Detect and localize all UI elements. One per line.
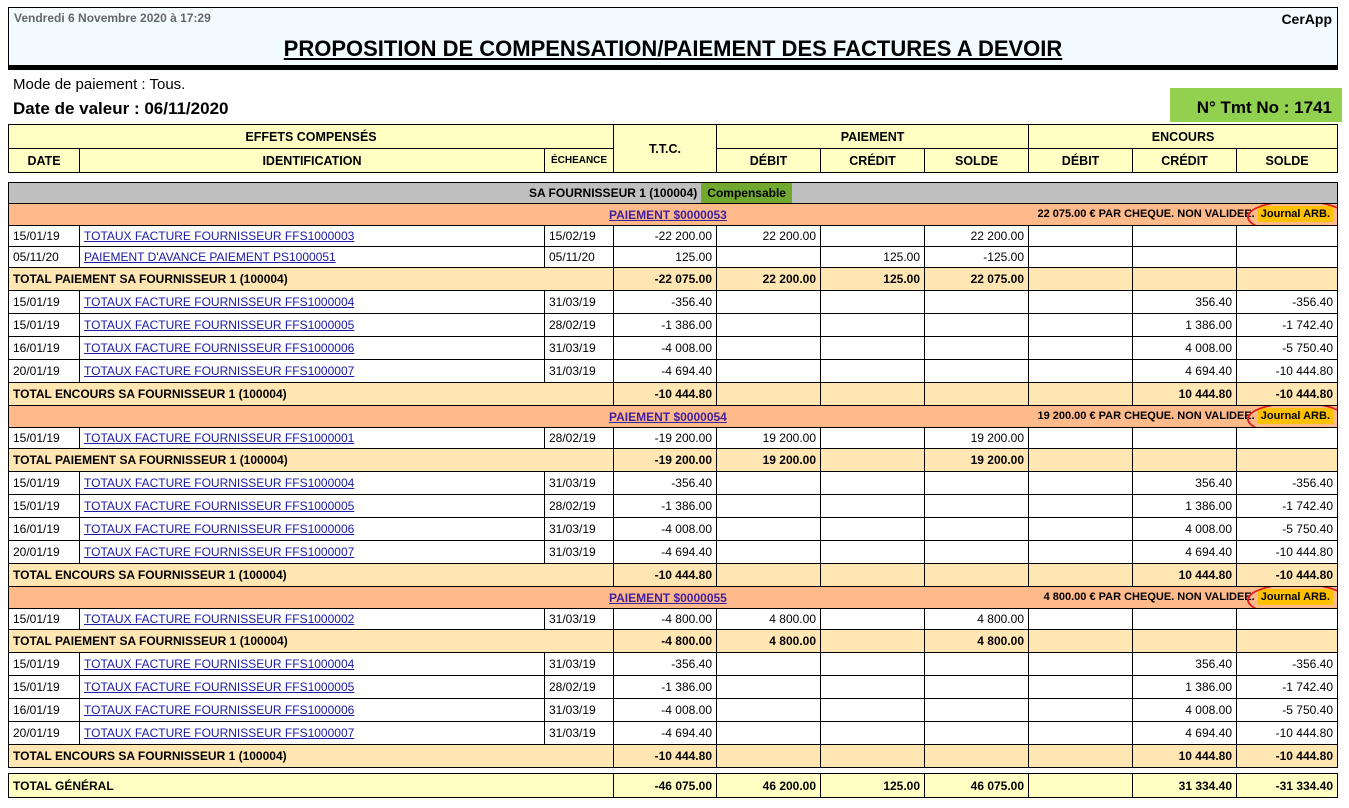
cell-encours-solde: -5 750.40 bbox=[1237, 699, 1338, 722]
cell-encours-credit: 4 008.00 bbox=[1133, 518, 1237, 541]
payment-header-row bbox=[9, 587, 1338, 609]
cell-paiement-solde bbox=[925, 314, 1029, 337]
cell-paiement-debit: 19 200.00 bbox=[717, 449, 821, 472]
cell-encours-credit: 4 694.40 bbox=[1133, 722, 1237, 745]
header-encours-credit: CRÉDIT bbox=[1133, 149, 1237, 173]
cell-identification bbox=[80, 722, 545, 745]
invoice-link[interactable]: TOTAUX FACTURE FOURNISSEUR FFS1000003 bbox=[84, 229, 355, 243]
cell-encours-debit bbox=[1029, 699, 1133, 722]
cell-paiement-debit: 22 200.00 bbox=[717, 226, 821, 247]
cell-encours-debit bbox=[1029, 518, 1133, 541]
cell-encours-solde: -10 444.80 bbox=[1237, 722, 1338, 745]
cell-date: 20/01/19 bbox=[9, 541, 80, 564]
cell-date: 16/01/19 bbox=[9, 699, 80, 722]
cell-encours-debit bbox=[1029, 449, 1133, 472]
cell-ttc: -4 694.40 bbox=[614, 722, 717, 745]
payment-link[interactable]: PAIEMENT $0000055 bbox=[609, 590, 727, 605]
cell-date: 15/01/19 bbox=[9, 428, 80, 449]
cell-paiement-debit bbox=[717, 495, 821, 518]
total-label: TOTAL ENCOURS SA FOURNISSEUR 1 (100004) bbox=[9, 564, 614, 587]
payment-note: 22 075.00 € PAR CHEQUE. NON VALIDEE. Journal ARB. bbox=[1037, 208, 1333, 220]
cell-paiement-credit bbox=[821, 472, 925, 495]
cell-encours-debit bbox=[1029, 314, 1133, 337]
table-row bbox=[9, 722, 1338, 745]
cell-encours-debit bbox=[1029, 541, 1133, 564]
invoice-link[interactable]: TOTAUX FACTURE FOURNISSEUR FFS1000007 bbox=[84, 726, 355, 740]
cell-date: 05/11/20 bbox=[9, 247, 80, 268]
cell-paiement-solde bbox=[925, 495, 1029, 518]
cell-identification bbox=[80, 226, 545, 247]
cell-encours-solde: -356.40 bbox=[1237, 653, 1338, 676]
cell-ttc: -4 008.00 bbox=[614, 699, 717, 722]
cell-encours-solde: -1 742.40 bbox=[1237, 676, 1338, 699]
cell-encours-debit bbox=[1029, 774, 1133, 798]
total-label: TOTAL PAIEMENT SA FOURNISSEUR 1 (100004) bbox=[9, 449, 614, 472]
cell-paiement-solde: 22 200.00 bbox=[925, 226, 1029, 247]
cell-encours-solde: -5 750.40 bbox=[1237, 337, 1338, 360]
invoice-link[interactable]: TOTAUX FACTURE FOURNISSEUR FFS1000007 bbox=[84, 364, 355, 378]
cell-encours-credit bbox=[1133, 268, 1237, 291]
cell-encours-debit bbox=[1029, 609, 1133, 630]
treatment-number: N° Tmt No : 1741 bbox=[1170, 88, 1342, 122]
highlight-ring bbox=[1247, 587, 1338, 609]
cell-echeance: 31/03/19 bbox=[545, 337, 614, 360]
cell-paiement-credit bbox=[821, 337, 925, 360]
cell-encours-debit bbox=[1029, 268, 1133, 291]
table-row bbox=[9, 428, 1338, 449]
cell-encours-solde: -10 444.80 bbox=[1237, 541, 1338, 564]
cell-paiement-solde bbox=[925, 722, 1029, 745]
payment-header-row bbox=[9, 204, 1338, 226]
header-paiement-debit: DÉBIT bbox=[717, 149, 821, 173]
cell-echeance: 31/03/19 bbox=[545, 291, 614, 314]
cell-encours-solde bbox=[1237, 226, 1338, 247]
cell-paiement-credit bbox=[821, 722, 925, 745]
cell-identification bbox=[80, 472, 545, 495]
cell-date: 15/01/19 bbox=[9, 676, 80, 699]
cell-paiement-solde: 22 075.00 bbox=[925, 268, 1029, 291]
cell-paiement-credit bbox=[821, 541, 925, 564]
cell-paiement-solde bbox=[925, 541, 1029, 564]
encours-total-row bbox=[9, 564, 1338, 587]
cell-echeance: 28/02/19 bbox=[545, 428, 614, 449]
report-table bbox=[8, 182, 1338, 768]
cell-date: 15/01/19 bbox=[9, 291, 80, 314]
cell-encours-solde: -10 444.80 bbox=[1237, 383, 1338, 406]
cell-ttc: -10 444.80 bbox=[614, 383, 717, 406]
cell-encours-solde: -1 742.40 bbox=[1237, 495, 1338, 518]
table-row bbox=[9, 609, 1338, 630]
header-effets: EFFETS COMPENSÉS bbox=[9, 125, 614, 149]
cell-ttc: -10 444.80 bbox=[614, 745, 717, 768]
cell-encours-solde: -1 742.40 bbox=[1237, 314, 1338, 337]
cell-encours-solde: -10 444.80 bbox=[1237, 360, 1338, 383]
cell-date: 20/01/19 bbox=[9, 360, 80, 383]
cell-paiement-credit bbox=[821, 495, 925, 518]
invoice-link[interactable]: TOTAUX FACTURE FOURNISSEUR FFS1000002 bbox=[84, 612, 355, 626]
cell-encours-solde: -10 444.80 bbox=[1237, 745, 1338, 768]
cell-paiement-solde bbox=[925, 472, 1029, 495]
cell-identification bbox=[80, 337, 545, 360]
table-row bbox=[9, 337, 1338, 360]
cell-paiement-debit bbox=[717, 699, 821, 722]
table-row bbox=[9, 360, 1338, 383]
cell-encours-credit: 1 386.00 bbox=[1133, 314, 1237, 337]
cell-paiement-debit bbox=[717, 291, 821, 314]
invoice-link[interactable]: TOTAUX FACTURE FOURNISSEUR FFS1000005 bbox=[84, 318, 355, 332]
journal-badge: Journal ARB. bbox=[1258, 408, 1333, 424]
cell-echeance: 31/03/19 bbox=[545, 541, 614, 564]
header-encours-debit: DÉBIT bbox=[1029, 149, 1133, 173]
cell-paiement-debit: 22 200.00 bbox=[717, 268, 821, 291]
cell-ttc: -4 694.40 bbox=[614, 360, 717, 383]
cell-identification bbox=[80, 518, 545, 541]
cell-identification bbox=[80, 360, 545, 383]
cell-encours-credit: 10 444.80 bbox=[1133, 564, 1237, 587]
cell-encours-solde bbox=[1237, 247, 1338, 268]
cell-paiement-solde: 46 075.00 bbox=[925, 774, 1029, 798]
invoice-link[interactable]: TOTAUX FACTURE FOURNISSEUR FFS1000007 bbox=[84, 545, 355, 559]
cell-paiement-solde: 19 200.00 bbox=[925, 449, 1029, 472]
cell-encours-solde bbox=[1237, 609, 1338, 630]
cell-encours-debit bbox=[1029, 745, 1133, 768]
cell-encours-credit: 4 008.00 bbox=[1133, 337, 1237, 360]
cell-identification bbox=[80, 247, 545, 268]
invoice-link[interactable]: TOTAUX FACTURE FOURNISSEUR FFS1000006 bbox=[84, 341, 355, 355]
cell-encours-solde bbox=[1237, 428, 1338, 449]
cell-date: 15/01/19 bbox=[9, 653, 80, 676]
cell-echeance: 28/02/19 bbox=[545, 314, 614, 337]
cell-paiement-credit bbox=[821, 449, 925, 472]
cell-date: 20/01/19 bbox=[9, 722, 80, 745]
cell-paiement-debit bbox=[717, 383, 821, 406]
cell-paiement-credit bbox=[821, 291, 925, 314]
cell-date: 15/01/19 bbox=[9, 472, 80, 495]
cell-paiement-debit bbox=[717, 676, 821, 699]
table-row bbox=[9, 247, 1338, 268]
cell-echeance: 15/02/19 bbox=[545, 226, 614, 247]
cell-paiement-solde bbox=[925, 360, 1029, 383]
cell-paiement-credit: 125.00 bbox=[821, 247, 925, 268]
cell-paiement-debit bbox=[717, 745, 821, 768]
cell-encours-credit bbox=[1133, 428, 1237, 449]
cell-encours-debit bbox=[1029, 247, 1133, 268]
table-row bbox=[9, 226, 1338, 247]
cell-paiement-solde bbox=[925, 699, 1029, 722]
cell-encours-credit: 4 694.40 bbox=[1133, 360, 1237, 383]
cell-ttc: -10 444.80 bbox=[614, 564, 717, 587]
invoice-link[interactable]: TOTAUX FACTURE FOURNISSEUR FFS1000001 bbox=[84, 431, 355, 445]
journal-badge: Journal ARB. bbox=[1258, 589, 1333, 605]
cell-encours-debit bbox=[1029, 472, 1133, 495]
cell-ttc: -1 386.00 bbox=[614, 676, 717, 699]
invoice-link[interactable]: TOTAUX FACTURE FOURNISSEUR FFS1000004 bbox=[84, 295, 355, 309]
title-box bbox=[8, 7, 1338, 70]
cell-encours-credit: 10 444.80 bbox=[1133, 383, 1237, 406]
cell-paiement-debit bbox=[717, 360, 821, 383]
cell-encours-credit: 1 386.00 bbox=[1133, 676, 1237, 699]
cell-paiement-solde bbox=[925, 291, 1029, 314]
payment-note: 4 800.00 € PAR CHEQUE. NON VALIDEE. Journal ARB. bbox=[1044, 591, 1333, 603]
app-name: CerApp bbox=[1281, 11, 1332, 27]
cell-identification bbox=[80, 495, 545, 518]
cell-ttc: -19 200.00 bbox=[614, 428, 717, 449]
cell-echeance: 28/02/19 bbox=[545, 676, 614, 699]
cell-encours-credit: 4 008.00 bbox=[1133, 699, 1237, 722]
cell-paiement-solde: -125.00 bbox=[925, 247, 1029, 268]
cell-encours-debit bbox=[1029, 653, 1133, 676]
cell-ttc: -1 386.00 bbox=[614, 495, 717, 518]
cell-paiement-debit bbox=[717, 472, 821, 495]
cell-identification bbox=[80, 428, 545, 449]
header-paiement: PAIEMENT bbox=[717, 125, 1029, 149]
payment-cell bbox=[9, 587, 1338, 609]
cell-encours-credit: 31 334.40 bbox=[1133, 774, 1237, 798]
cell-date: 15/01/19 bbox=[9, 495, 80, 518]
cell-encours-debit bbox=[1029, 360, 1133, 383]
payment-cell bbox=[9, 406, 1338, 428]
invoice-link[interactable]: PAIEMENT D'AVANCE PAIEMENT PS1000051 bbox=[84, 250, 336, 264]
cell-date: 16/01/19 bbox=[9, 337, 80, 360]
cell-paiement-solde bbox=[925, 337, 1029, 360]
page-title: PROPOSITION DE COMPENSATION/PAIEMENT DES FACTURES A DEVOIR bbox=[283, 36, 1063, 61]
cell-encours-solde bbox=[1237, 268, 1338, 291]
cell-encours-solde: -10 444.80 bbox=[1237, 564, 1338, 587]
cell-ttc: -356.40 bbox=[614, 653, 717, 676]
cell-paiement-solde bbox=[925, 653, 1029, 676]
cell-echeance: 31/03/19 bbox=[545, 609, 614, 630]
cell-paiement-credit bbox=[821, 699, 925, 722]
payment-total-row bbox=[9, 268, 1338, 291]
cell-encours-solde: -356.40 bbox=[1237, 472, 1338, 495]
cell-paiement-debit: 19 200.00 bbox=[717, 428, 821, 449]
cell-encours-debit bbox=[1029, 383, 1133, 406]
cell-date: 15/01/19 bbox=[9, 609, 80, 630]
table-row bbox=[9, 699, 1338, 722]
cell-ttc: -19 200.00 bbox=[614, 449, 717, 472]
cell-identification bbox=[80, 699, 545, 722]
cell-ttc: -1 386.00 bbox=[614, 314, 717, 337]
cell-encours-credit: 1 386.00 bbox=[1133, 495, 1237, 518]
cell-encours-credit bbox=[1133, 226, 1237, 247]
total-label: TOTAL ENCOURS SA FOURNISSEUR 1 (100004) bbox=[9, 383, 614, 406]
cell-paiement-credit bbox=[821, 383, 925, 406]
header-encours: ENCOURS bbox=[1029, 125, 1338, 149]
cell-encours-credit: 4 694.40 bbox=[1133, 541, 1237, 564]
cell-ttc: 125.00 bbox=[614, 247, 717, 268]
cell-paiement-credit bbox=[821, 428, 925, 449]
invoice-link[interactable]: TOTAUX FACTURE FOURNISSEUR FFS1000005 bbox=[84, 680, 355, 694]
cell-identification bbox=[80, 609, 545, 630]
cell-paiement-credit bbox=[821, 564, 925, 587]
payment-cell bbox=[9, 204, 1338, 226]
header-identification: IDENTIFICATION bbox=[80, 149, 545, 173]
payment-header-row bbox=[9, 406, 1338, 428]
cell-paiement-debit: 4 800.00 bbox=[717, 609, 821, 630]
grand-total-table bbox=[8, 773, 1338, 798]
header-paiement-solde: SOLDE bbox=[925, 149, 1029, 173]
cell-paiement-debit: 46 200.00 bbox=[717, 774, 821, 798]
payment-total-row bbox=[9, 449, 1338, 472]
cell-identification bbox=[80, 653, 545, 676]
header-ttc: T.T.C. bbox=[614, 125, 717, 173]
header-paiement-credit: CRÉDIT bbox=[821, 149, 925, 173]
invoice-link[interactable]: TOTAUX FACTURE FOURNISSEUR FFS1000006 bbox=[84, 522, 355, 536]
cell-encours-credit bbox=[1133, 449, 1237, 472]
cell-ttc: -4 800.00 bbox=[614, 630, 717, 653]
cell-paiement-solde bbox=[925, 518, 1029, 541]
cell-paiement-credit bbox=[821, 518, 925, 541]
cell-encours-debit bbox=[1029, 428, 1133, 449]
journal-badge: Journal ARB. bbox=[1258, 206, 1333, 222]
cell-paiement-credit bbox=[821, 360, 925, 383]
report-datetime: Vendredi 6 Novembre 2020 à 17:29 bbox=[14, 11, 211, 25]
cell-paiement-debit bbox=[717, 653, 821, 676]
cell-echeance: 31/03/19 bbox=[545, 360, 614, 383]
total-label: TOTAL PAIEMENT SA FOURNISSEUR 1 (100004) bbox=[9, 630, 614, 653]
table-row bbox=[9, 291, 1338, 314]
cell-paiement-solde bbox=[925, 676, 1029, 699]
cell-encours-debit bbox=[1029, 630, 1133, 653]
cell-encours-debit bbox=[1029, 564, 1133, 587]
cell-date: 15/01/19 bbox=[9, 226, 80, 247]
cell-paiement-debit bbox=[717, 247, 821, 268]
invoice-link[interactable]: TOTAUX FACTURE FOURNISSEUR FFS1000006 bbox=[84, 703, 355, 717]
cell-encours-debit bbox=[1029, 722, 1133, 745]
cell-ttc: -356.40 bbox=[614, 472, 717, 495]
cell-paiement-solde bbox=[925, 745, 1029, 768]
cell-identification bbox=[80, 676, 545, 699]
cell-encours-credit: 356.40 bbox=[1133, 472, 1237, 495]
invoice-link[interactable]: TOTAUX FACTURE FOURNISSEUR FFS1000004 bbox=[84, 476, 355, 490]
table-row bbox=[9, 495, 1338, 518]
total-label: TOTAL GÉNÉRAL bbox=[9, 774, 614, 798]
cell-paiement-credit bbox=[821, 676, 925, 699]
cell-paiement-solde: 4 800.00 bbox=[925, 630, 1029, 653]
total-label: TOTAL PAIEMENT SA FOURNISSEUR 1 (100004) bbox=[9, 268, 614, 291]
table-row bbox=[9, 472, 1338, 495]
table-row bbox=[9, 314, 1338, 337]
encours-total-row bbox=[9, 745, 1338, 768]
table-row bbox=[9, 518, 1338, 541]
header-echeance: ÉCHEANCE bbox=[545, 149, 614, 173]
cell-paiement-credit: 125.00 bbox=[821, 268, 925, 291]
highlight-ring bbox=[1247, 406, 1338, 428]
cell-identification bbox=[80, 541, 545, 564]
cell-encours-solde bbox=[1237, 449, 1338, 472]
payment-link[interactable]: PAIEMENT $0000054 bbox=[609, 409, 727, 424]
cell-paiement-debit bbox=[717, 337, 821, 360]
cell-paiement-credit: 125.00 bbox=[821, 774, 925, 798]
cell-ttc: -22 200.00 bbox=[614, 226, 717, 247]
cell-encours-debit bbox=[1029, 291, 1133, 314]
cell-paiement-credit bbox=[821, 226, 925, 247]
cell-encours-credit bbox=[1133, 630, 1237, 653]
cell-encours-debit bbox=[1029, 337, 1133, 360]
supplier-name: SA FOURNISSEUR 1 (100004) bbox=[529, 186, 698, 200]
status-badge: Compensable bbox=[701, 183, 792, 203]
cell-ttc: -4 800.00 bbox=[614, 609, 717, 630]
cell-encours-credit: 356.40 bbox=[1133, 291, 1237, 314]
cell-paiement-debit bbox=[717, 564, 821, 587]
cell-encours-credit: 356.40 bbox=[1133, 653, 1237, 676]
cell-paiement-credit bbox=[821, 630, 925, 653]
cell-paiement-debit bbox=[717, 722, 821, 745]
cell-date: 16/01/19 bbox=[9, 518, 80, 541]
cell-echeance: 31/03/19 bbox=[545, 518, 614, 541]
cell-paiement-solde: 19 200.00 bbox=[925, 428, 1029, 449]
invoice-link[interactable]: TOTAUX FACTURE FOURNISSEUR FFS1000004 bbox=[84, 657, 355, 671]
header-encours-solde: SOLDE bbox=[1237, 149, 1338, 173]
cell-encours-credit bbox=[1133, 247, 1237, 268]
cell-ttc: -4 008.00 bbox=[614, 337, 717, 360]
cell-paiement-debit bbox=[717, 314, 821, 337]
cell-encours-debit bbox=[1029, 676, 1133, 699]
cell-ttc: -4 694.40 bbox=[614, 541, 717, 564]
cell-encours-credit: 10 444.80 bbox=[1133, 745, 1237, 768]
invoice-link[interactable]: TOTAUX FACTURE FOURNISSEUR FFS1000005 bbox=[84, 499, 355, 513]
cell-paiement-debit bbox=[717, 541, 821, 564]
cell-paiement-debit bbox=[717, 518, 821, 541]
table-row bbox=[9, 676, 1338, 699]
grand-total-row bbox=[9, 774, 1338, 798]
cell-paiement-debit: 4 800.00 bbox=[717, 630, 821, 653]
cell-identification bbox=[80, 314, 545, 337]
column-header bbox=[8, 124, 1338, 173]
cell-encours-solde: -5 750.40 bbox=[1237, 518, 1338, 541]
cell-date: 15/01/19 bbox=[9, 314, 80, 337]
highlight-ring bbox=[1247, 204, 1338, 226]
payment-note: 19 200.00 € PAR CHEQUE. NON VALIDEE. Journal ARB. bbox=[1037, 410, 1333, 422]
cell-paiement-solde bbox=[925, 564, 1029, 587]
cell-encours-solde: -31 334.40 bbox=[1237, 774, 1338, 798]
cell-ttc: -356.40 bbox=[614, 291, 717, 314]
cell-paiement-solde: 4 800.00 bbox=[925, 609, 1029, 630]
supplier-group-row bbox=[9, 183, 1338, 204]
cell-encours-solde bbox=[1237, 630, 1338, 653]
cell-encours-debit bbox=[1029, 495, 1133, 518]
cell-paiement-credit bbox=[821, 314, 925, 337]
cell-paiement-credit bbox=[821, 653, 925, 676]
payment-link[interactable]: PAIEMENT $0000053 bbox=[609, 207, 727, 222]
cell-echeance: 28/02/19 bbox=[545, 495, 614, 518]
cell-echeance: 31/03/19 bbox=[545, 699, 614, 722]
cell-ttc: -22 075.00 bbox=[614, 268, 717, 291]
cell-ttc: -46 075.00 bbox=[614, 774, 717, 798]
table-row bbox=[9, 541, 1338, 564]
cell-encours-solde: -356.40 bbox=[1237, 291, 1338, 314]
payment-total-row bbox=[9, 630, 1338, 653]
cell-identification bbox=[80, 291, 545, 314]
cell-paiement-solde bbox=[925, 383, 1029, 406]
cell-ttc: -4 008.00 bbox=[614, 518, 717, 541]
cell-echeance: 31/03/19 bbox=[545, 722, 614, 745]
encours-total-row bbox=[9, 383, 1338, 406]
value-date: Date de valeur : 06/11/2020 bbox=[13, 99, 229, 118]
table-row bbox=[9, 653, 1338, 676]
cell-encours-debit bbox=[1029, 226, 1133, 247]
cell-echeance: 31/03/19 bbox=[545, 653, 614, 676]
cell-paiement-credit bbox=[821, 609, 925, 630]
cell-echeance: 31/03/19 bbox=[545, 472, 614, 495]
cell-echeance: 05/11/20 bbox=[545, 247, 614, 268]
payment-mode: Mode de paiement : Tous. bbox=[13, 76, 186, 93]
cell-encours-credit bbox=[1133, 609, 1237, 630]
cell-paiement-credit bbox=[821, 745, 925, 768]
header-date: DATE bbox=[9, 149, 80, 173]
total-label: TOTAL ENCOURS SA FOURNISSEUR 1 (100004) bbox=[9, 745, 614, 768]
